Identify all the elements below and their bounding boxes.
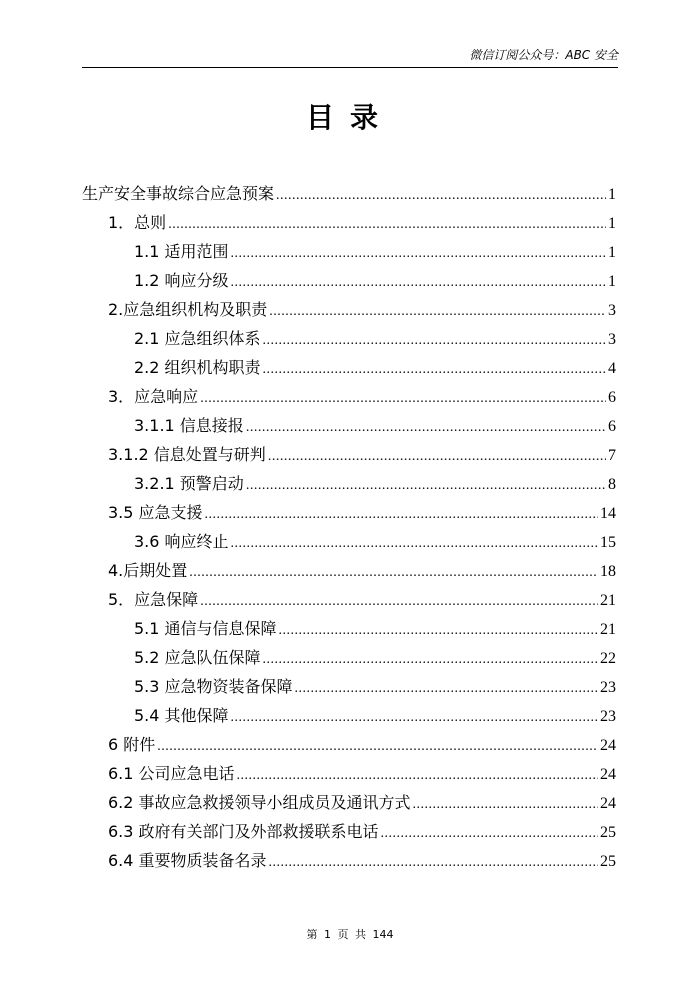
toc-leader-dots bbox=[263, 652, 598, 668]
toc-entry-page: 15 bbox=[600, 534, 616, 551]
toc-entry-label: 6.2 事故应急救援领导小组成员及通讯方式 bbox=[108, 793, 411, 812]
toc-entry[interactable] bbox=[108, 732, 616, 761]
toc-entry-label: 6.3 政府有关部门及外部救援联系电话 bbox=[108, 822, 379, 841]
toc-entry-label: 5．应急保障 bbox=[108, 590, 199, 609]
toc-entry-page: 3 bbox=[608, 331, 616, 348]
toc-entry[interactable] bbox=[134, 674, 616, 703]
toc-entry-page: 23 bbox=[600, 708, 616, 725]
toc-entry-label: 3.1.1 信息接报 bbox=[134, 416, 244, 435]
toc-entry-label: 2.2 组织机构职责 bbox=[134, 358, 261, 377]
toc-leader-dots bbox=[276, 188, 606, 204]
toc-entry-label: 5.2 应急队伍保障 bbox=[134, 648, 261, 667]
toc-entry-label: 1.2 响应分级 bbox=[134, 271, 229, 290]
toc-leader-dots bbox=[231, 246, 606, 262]
toc-entry-label: 6.1 公司应急电话 bbox=[108, 764, 235, 783]
toc-entry[interactable] bbox=[108, 761, 616, 790]
toc-entry[interactable] bbox=[108, 384, 616, 413]
toc-leader-dots bbox=[231, 275, 606, 291]
toc-entry-label: 3．应急响应 bbox=[108, 387, 199, 406]
toc-entry-page: 3 bbox=[608, 302, 616, 319]
toc-leader-dots bbox=[381, 826, 598, 842]
toc-leader-dots bbox=[413, 797, 598, 813]
toc-entry-label: 2.应急组织机构及职责 bbox=[108, 300, 268, 319]
toc-entry-label: 5.4 其他保障 bbox=[134, 706, 229, 725]
toc-entry[interactable] bbox=[108, 848, 616, 877]
toc-entry[interactable] bbox=[134, 355, 616, 384]
toc-entry-page: 1 bbox=[608, 273, 616, 290]
toc-entry[interactable] bbox=[108, 587, 616, 616]
toc-entry-page: 6 bbox=[608, 389, 616, 406]
toc-title: 目录 bbox=[305, 101, 394, 134]
header-rule bbox=[82, 67, 618, 68]
toc-leader-dots bbox=[237, 768, 598, 784]
toc-leader-dots bbox=[168, 217, 606, 233]
toc-leader-dots bbox=[157, 739, 598, 755]
toc-entry[interactable] bbox=[134, 616, 616, 645]
toc-leader-dots bbox=[295, 681, 598, 697]
toc-entry-page: 7 bbox=[608, 447, 616, 464]
toc-entry-page: 25 bbox=[600, 824, 616, 841]
toc-entry-page: 4 bbox=[608, 360, 616, 377]
toc-entry-label: 4.后期处置 bbox=[108, 561, 188, 580]
toc-entry[interactable] bbox=[108, 210, 616, 239]
toc-entry-label: 3.1.2 信息处置与研判 bbox=[108, 445, 266, 464]
toc-leader-dots bbox=[200, 391, 606, 407]
toc-entry[interactable] bbox=[82, 181, 616, 210]
toc-entry-label: 1．总则 bbox=[108, 213, 167, 232]
toc-entry-page: 25 bbox=[600, 853, 616, 870]
toc-entry[interactable] bbox=[134, 703, 616, 732]
toc-leader-dots bbox=[263, 333, 606, 349]
toc-entry-label: 5.3 应急物资装备保障 bbox=[134, 677, 293, 696]
toc-leader-dots bbox=[246, 420, 606, 436]
toc-entry-page: 6 bbox=[608, 418, 616, 435]
toc-entry-page: 14 bbox=[600, 505, 616, 522]
toc-leader-dots bbox=[269, 855, 598, 871]
toc-entry-page: 24 bbox=[600, 795, 616, 812]
page-footer: 第 1 页 共 144 bbox=[306, 928, 394, 941]
toc-leader-dots bbox=[200, 594, 598, 610]
toc-entry-page: 21 bbox=[600, 592, 616, 609]
toc-leader-dots bbox=[231, 710, 598, 726]
toc-entry-label: 生产安全事故综合应急预案 bbox=[82, 184, 275, 203]
toc-entry-page: 1 bbox=[608, 244, 616, 261]
toc-entry[interactable] bbox=[134, 239, 616, 268]
page-header: 微信订阅公众号：ABC 安全 bbox=[469, 48, 618, 62]
toc-entry-page: 8 bbox=[608, 476, 616, 493]
toc-leader-dots bbox=[246, 478, 606, 494]
toc-entry-label: 6.4 重要物质装备名录 bbox=[108, 851, 267, 870]
toc-entry[interactable] bbox=[108, 558, 616, 587]
toc-entry-page: 24 bbox=[600, 766, 616, 783]
toc-entry-page: 24 bbox=[600, 737, 616, 754]
toc-entry[interactable] bbox=[134, 268, 616, 297]
toc-entry-label: 3.6 响应终止 bbox=[134, 532, 229, 551]
toc-entry[interactable] bbox=[108, 819, 616, 848]
toc-entry-page: 1 bbox=[608, 215, 616, 232]
toc-entry-page: 22 bbox=[600, 650, 616, 667]
toc-leader-dots bbox=[263, 362, 606, 378]
toc-leader-dots bbox=[269, 304, 606, 320]
toc-entry[interactable] bbox=[134, 413, 616, 442]
toc-leader-dots bbox=[279, 623, 598, 639]
toc-entry-label: 6 附件 bbox=[108, 735, 156, 754]
toc-entry-label: 5.1 通信与信息保障 bbox=[134, 619, 277, 638]
toc-entry-page: 23 bbox=[600, 679, 616, 696]
toc-entry[interactable] bbox=[108, 790, 616, 819]
toc-entry-page: 1 bbox=[608, 186, 616, 203]
toc-entry-page: 18 bbox=[600, 563, 616, 580]
toc-entry-label: 3.5 应急支援 bbox=[108, 503, 203, 522]
toc-entry-label: 1.1 适用范围 bbox=[134, 242, 229, 261]
toc-entry[interactable] bbox=[134, 326, 616, 355]
toc-entry-page: 21 bbox=[600, 621, 616, 638]
toc-entry[interactable] bbox=[108, 442, 616, 471]
toc-entry[interactable] bbox=[108, 500, 616, 529]
toc-entry-label: 2.1 应急组织体系 bbox=[134, 329, 261, 348]
toc-leader-dots bbox=[205, 507, 598, 523]
toc-entry[interactable] bbox=[108, 297, 616, 326]
toc-entry-label: 3.2.1 预警启动 bbox=[134, 474, 244, 493]
toc-leader-dots bbox=[231, 536, 598, 552]
toc-entry[interactable] bbox=[134, 529, 616, 558]
toc-entry[interactable] bbox=[134, 471, 616, 500]
toc-leader-dots bbox=[268, 449, 606, 465]
toc-leader-dots bbox=[189, 565, 598, 581]
toc-entry[interactable] bbox=[134, 645, 616, 674]
